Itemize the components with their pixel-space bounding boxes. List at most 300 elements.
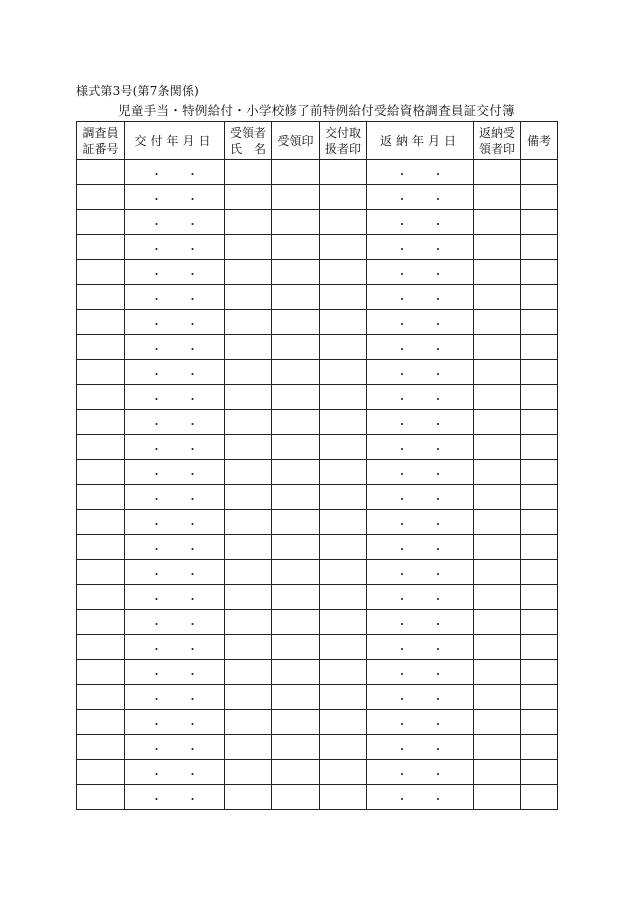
issue-date-cell (125, 485, 225, 510)
issuer-seal-cell (320, 585, 367, 610)
issuer-seal-cell (320, 210, 367, 235)
date-placeholder (395, 266, 445, 282)
return-seal-cell (474, 560, 521, 585)
date-placeholder (150, 716, 200, 732)
date-separator: ・ (187, 267, 198, 281)
date-separator: ・ (432, 567, 444, 581)
date-separator: ・ (187, 567, 198, 581)
issuer-seal-cell (320, 410, 367, 435)
date-separator: ・ (432, 792, 444, 806)
remarks-cell (521, 685, 558, 710)
remarks-cell (521, 335, 558, 360)
remarks-cell (521, 260, 558, 285)
investigator-id-cell (77, 735, 125, 760)
header-investigator-id: 調査員 証番号 (77, 122, 125, 160)
table-row (77, 735, 558, 760)
return-date-cell (367, 360, 474, 385)
recipient-name-cell (225, 235, 272, 260)
return-date-cell (367, 585, 474, 610)
recipient-name-cell (225, 660, 272, 685)
return-date-cell (367, 760, 474, 785)
date-separator: ・ (151, 242, 162, 256)
date-placeholder (150, 791, 200, 807)
date-placeholder (395, 466, 445, 482)
date-separator: ・ (187, 417, 198, 431)
remarks-cell (521, 385, 558, 410)
date-placeholder (150, 516, 200, 532)
remarks-cell (521, 410, 558, 435)
return-seal-cell (474, 435, 521, 460)
issuer-seal-cell (320, 685, 367, 710)
remarks-cell (521, 510, 558, 535)
receipt-seal-cell (272, 560, 320, 585)
date-separator: ・ (396, 367, 408, 381)
investigator-id-cell (77, 360, 125, 385)
issuer-seal-cell (320, 735, 367, 760)
investigator-id-cell (77, 510, 125, 535)
date-placeholder (395, 516, 445, 532)
issue-date-cell (125, 285, 225, 310)
date-separator: ・ (396, 517, 408, 531)
issuer-seal-cell (320, 460, 367, 485)
date-separator: ・ (432, 442, 444, 456)
date-separator: ・ (187, 692, 198, 706)
date-separator: ・ (151, 767, 162, 781)
return-seal-cell (474, 785, 521, 810)
issue-date-cell (125, 160, 225, 185)
date-separator: ・ (187, 242, 198, 256)
header-issuer-seal: 交付取 扱者印 (320, 122, 367, 160)
date-placeholder (395, 791, 445, 807)
issuer-seal-cell (320, 610, 367, 635)
date-placeholder (395, 191, 445, 207)
date-separator: ・ (396, 542, 408, 556)
table-row (77, 235, 558, 260)
receipt-seal-cell (272, 310, 320, 335)
date-placeholder (150, 241, 200, 257)
date-separator: ・ (396, 392, 408, 406)
investigator-id-cell (77, 685, 125, 710)
date-separator: ・ (396, 267, 408, 281)
receipt-seal-cell (272, 760, 320, 785)
remarks-cell (521, 635, 558, 660)
date-separator: ・ (151, 592, 162, 606)
date-placeholder (150, 641, 200, 657)
table-row (77, 385, 558, 410)
recipient-name-cell (225, 385, 272, 410)
date-placeholder (395, 691, 445, 707)
date-separator: ・ (187, 292, 198, 306)
issuer-seal-cell (320, 635, 367, 660)
issuer-seal-cell (320, 560, 367, 585)
investigator-id-cell (77, 235, 125, 260)
return-date-cell (367, 435, 474, 460)
return-date-cell (367, 610, 474, 635)
recipient-name-cell (225, 210, 272, 235)
table-row (77, 285, 558, 310)
issuer-seal-cell (320, 760, 367, 785)
date-placeholder (150, 441, 200, 457)
date-separator: ・ (396, 317, 408, 331)
date-separator: ・ (432, 342, 444, 356)
date-separator: ・ (432, 267, 444, 281)
remarks-cell (521, 185, 558, 210)
remarks-cell (521, 560, 558, 585)
date-separator: ・ (187, 217, 198, 231)
date-separator: ・ (151, 192, 162, 206)
date-separator: ・ (151, 492, 162, 506)
date-placeholder (150, 291, 200, 307)
date-separator: ・ (432, 242, 444, 256)
recipient-name-cell (225, 310, 272, 335)
date-placeholder (395, 491, 445, 507)
issuer-seal-cell (320, 510, 367, 535)
recipient-name-cell (225, 785, 272, 810)
date-placeholder (150, 266, 200, 282)
return-date-cell (367, 235, 474, 260)
return-seal-cell (474, 360, 521, 385)
recipient-name-cell (225, 485, 272, 510)
date-separator: ・ (151, 642, 162, 656)
remarks-cell (521, 485, 558, 510)
date-placeholder (150, 766, 200, 782)
return-seal-cell (474, 610, 521, 635)
recipient-name-cell (225, 760, 272, 785)
date-separator: ・ (151, 517, 162, 531)
date-separator: ・ (187, 542, 198, 556)
date-separator: ・ (151, 417, 162, 431)
investigator-id-cell (77, 660, 125, 685)
issue-date-cell (125, 360, 225, 385)
investigator-id-cell (77, 210, 125, 235)
recipient-name-cell (225, 635, 272, 660)
date-separator: ・ (187, 617, 198, 631)
remarks-cell (521, 160, 558, 185)
issuer-seal-cell (320, 310, 367, 335)
date-separator: ・ (151, 792, 162, 806)
date-separator: ・ (432, 617, 444, 631)
investigator-id-cell (77, 410, 125, 435)
return-seal-cell (474, 735, 521, 760)
header-receipt-seal: 受領印 (272, 122, 320, 160)
remarks-cell (521, 535, 558, 560)
date-separator: ・ (187, 392, 198, 406)
receipt-seal-cell (272, 785, 320, 810)
table-row (77, 185, 558, 210)
date-placeholder (150, 741, 200, 757)
investigator-id-cell (77, 310, 125, 335)
date-placeholder (395, 216, 445, 232)
date-placeholder (395, 441, 445, 457)
date-separator: ・ (151, 567, 162, 581)
return-date-cell (367, 485, 474, 510)
receipt-seal-cell (272, 535, 320, 560)
date-placeholder (150, 341, 200, 357)
date-separator: ・ (396, 242, 408, 256)
date-separator: ・ (432, 192, 444, 206)
investigator-id-cell (77, 435, 125, 460)
recipient-name-cell (225, 460, 272, 485)
issue-date-cell (125, 685, 225, 710)
remarks-cell (521, 435, 558, 460)
date-separator: ・ (432, 317, 444, 331)
investigator-id-cell (77, 485, 125, 510)
date-separator: ・ (187, 742, 198, 756)
date-separator: ・ (396, 667, 408, 681)
return-seal-cell (474, 335, 521, 360)
recipient-name-cell (225, 360, 272, 385)
issue-date-cell (125, 635, 225, 660)
return-date-cell (367, 385, 474, 410)
issue-date-cell (125, 310, 225, 335)
table-body (77, 160, 558, 810)
issue-date-cell (125, 735, 225, 760)
recipient-name-cell (225, 610, 272, 635)
return-date-cell (367, 735, 474, 760)
issuer-seal-cell (320, 535, 367, 560)
receipt-seal-cell (272, 460, 320, 485)
return-seal-cell (474, 385, 521, 410)
return-date-cell (367, 310, 474, 335)
recipient-name-cell (225, 585, 272, 610)
issue-date-cell (125, 435, 225, 460)
remarks-cell (521, 610, 558, 635)
recipient-name-cell (225, 710, 272, 735)
recipient-name-cell (225, 335, 272, 360)
issue-date-cell (125, 185, 225, 210)
date-separator: ・ (432, 292, 444, 306)
table-header-row (77, 122, 558, 160)
receipt-seal-cell (272, 385, 320, 410)
issue-date-cell (125, 335, 225, 360)
date-separator: ・ (187, 442, 198, 456)
table-row (77, 260, 558, 285)
issue-date-cell (125, 510, 225, 535)
date-placeholder (395, 391, 445, 407)
date-separator: ・ (432, 592, 444, 606)
header-remarks: 備考 (521, 122, 558, 160)
date-separator: ・ (432, 417, 444, 431)
date-separator: ・ (151, 442, 162, 456)
return-seal-cell (474, 410, 521, 435)
date-separator: ・ (432, 517, 444, 531)
return-date-cell (367, 160, 474, 185)
issue-date-cell (125, 385, 225, 410)
return-seal-cell (474, 160, 521, 185)
return-seal-cell (474, 535, 521, 560)
return-seal-cell (474, 460, 521, 485)
recipient-name-cell (225, 560, 272, 585)
recipient-name-cell (225, 535, 272, 560)
issuer-seal-cell (320, 285, 367, 310)
return-date-cell (367, 685, 474, 710)
date-placeholder (150, 216, 200, 232)
return-seal-cell (474, 635, 521, 660)
receipt-seal-cell (272, 685, 320, 710)
return-date-cell (367, 210, 474, 235)
date-placeholder (395, 291, 445, 307)
recipient-name-cell (225, 510, 272, 535)
remarks-cell (521, 460, 558, 485)
issue-date-cell (125, 410, 225, 435)
receipt-seal-cell (272, 735, 320, 760)
table-row (77, 660, 558, 685)
date-separator: ・ (432, 392, 444, 406)
issue-date-cell (125, 460, 225, 485)
date-separator: ・ (396, 642, 408, 656)
date-placeholder (395, 541, 445, 557)
table-row (77, 635, 558, 660)
investigator-id-cell (77, 535, 125, 560)
issue-date-cell (125, 610, 225, 635)
date-separator: ・ (432, 492, 444, 506)
date-separator: ・ (396, 792, 408, 806)
header-recipient-name: 受領者 氏 名 (225, 122, 272, 160)
date-placeholder (395, 741, 445, 757)
date-separator: ・ (187, 592, 198, 606)
date-separator: ・ (151, 392, 162, 406)
receipt-seal-cell (272, 660, 320, 685)
date-placeholder (150, 491, 200, 507)
investigator-id-cell (77, 610, 125, 635)
return-seal-cell (474, 235, 521, 260)
return-date-cell (367, 285, 474, 310)
receipt-seal-cell (272, 485, 320, 510)
return-date-cell (367, 660, 474, 685)
return-date-cell (367, 510, 474, 535)
receipt-seal-cell (272, 610, 320, 635)
issue-date-cell (125, 660, 225, 685)
return-seal-cell (474, 710, 521, 735)
date-placeholder (395, 316, 445, 332)
header-return-date: 返納年月日 (367, 122, 474, 160)
table-row (77, 210, 558, 235)
date-placeholder (395, 616, 445, 632)
return-seal-cell (474, 185, 521, 210)
form-number: 様式第3号(第7条関係) (76, 84, 200, 98)
date-separator: ・ (396, 167, 408, 181)
recipient-name-cell (225, 435, 272, 460)
date-separator: ・ (187, 642, 198, 656)
return-seal-cell (474, 285, 521, 310)
date-placeholder (395, 166, 445, 182)
receipt-seal-cell (272, 185, 320, 210)
date-separator: ・ (432, 667, 444, 681)
date-placeholder (150, 466, 200, 482)
date-placeholder (395, 341, 445, 357)
table-row (77, 535, 558, 560)
issuer-seal-cell (320, 360, 367, 385)
date-separator: ・ (187, 342, 198, 356)
remarks-cell (521, 710, 558, 735)
date-separator: ・ (396, 292, 408, 306)
issuer-seal-cell (320, 385, 367, 410)
remarks-cell (521, 360, 558, 385)
issuer-seal-cell (320, 185, 367, 210)
return-date-cell (367, 460, 474, 485)
date-separator: ・ (432, 767, 444, 781)
return-seal-cell (474, 660, 521, 685)
date-separator: ・ (151, 317, 162, 331)
date-separator: ・ (187, 667, 198, 681)
date-separator: ・ (396, 417, 408, 431)
date-separator: ・ (396, 767, 408, 781)
date-placeholder (150, 691, 200, 707)
date-separator: ・ (187, 467, 198, 481)
date-separator: ・ (396, 217, 408, 231)
receipt-seal-cell (272, 585, 320, 610)
table-row (77, 510, 558, 535)
date-separator: ・ (187, 767, 198, 781)
investigator-id-cell (77, 160, 125, 185)
date-placeholder (150, 191, 200, 207)
receipt-seal-cell (272, 710, 320, 735)
issue-date-cell (125, 235, 225, 260)
recipient-name-cell (225, 685, 272, 710)
table-row (77, 310, 558, 335)
return-seal-cell (474, 585, 521, 610)
issuer-seal-cell (320, 435, 367, 460)
issuer-seal-cell (320, 160, 367, 185)
issuer-seal-cell (320, 710, 367, 735)
return-date-cell (367, 185, 474, 210)
table-row (77, 760, 558, 785)
issuer-seal-cell (320, 485, 367, 510)
date-placeholder (395, 666, 445, 682)
date-separator: ・ (151, 267, 162, 281)
return-seal-cell (474, 510, 521, 535)
date-separator: ・ (432, 642, 444, 656)
date-separator: ・ (432, 542, 444, 556)
date-separator: ・ (187, 517, 198, 531)
date-separator: ・ (151, 292, 162, 306)
date-placeholder (150, 166, 200, 182)
date-separator: ・ (432, 742, 444, 756)
date-placeholder (150, 541, 200, 557)
date-separator: ・ (151, 667, 162, 681)
issue-date-cell (125, 710, 225, 735)
date-placeholder (150, 366, 200, 382)
remarks-cell (521, 735, 558, 760)
return-date-cell (367, 410, 474, 435)
investigator-id-cell (77, 285, 125, 310)
return-seal-cell (474, 685, 521, 710)
date-placeholder (395, 766, 445, 782)
table-row (77, 785, 558, 810)
receipt-seal-cell (272, 410, 320, 435)
issuer-seal-cell (320, 785, 367, 810)
table-row (77, 610, 558, 635)
table-row (77, 435, 558, 460)
recipient-name-cell (225, 735, 272, 760)
return-date-cell (367, 260, 474, 285)
remarks-cell (521, 235, 558, 260)
date-separator: ・ (151, 367, 162, 381)
table-row (77, 710, 558, 735)
return-date-cell (367, 710, 474, 735)
issue-date-cell (125, 560, 225, 585)
receipt-seal-cell (272, 635, 320, 660)
remarks-cell (521, 785, 558, 810)
table-row (77, 360, 558, 385)
date-placeholder (150, 416, 200, 432)
date-separator: ・ (432, 367, 444, 381)
date-separator: ・ (187, 192, 198, 206)
remarks-cell (521, 660, 558, 685)
investigator-id-cell (77, 785, 125, 810)
investigator-id-cell (77, 185, 125, 210)
date-separator: ・ (151, 717, 162, 731)
